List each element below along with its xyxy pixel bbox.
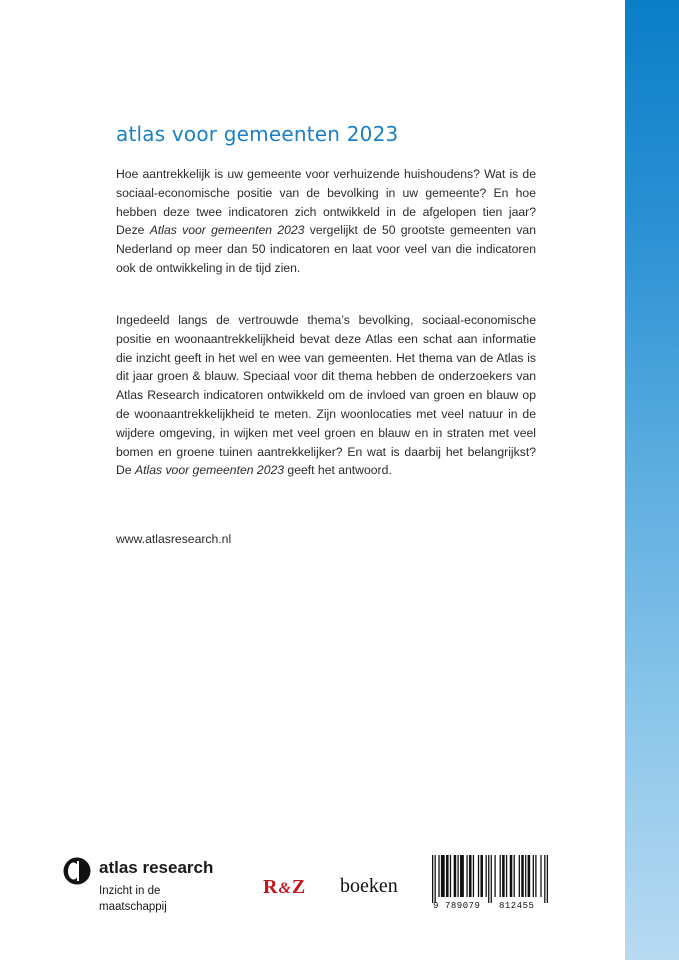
paragraph-text: vergelijkt de 50 grootste gemeenten van Nederland op meer dan 50 indicatoren en laat voor veel van die indicatoren ook de ontwikkeling in de tijd zien. <box>116 223 536 275</box>
barcode-bar <box>544 855 545 903</box>
barcode-bar <box>494 855 495 897</box>
blurb-paragraph-2 <box>116 311 536 480</box>
barcode-bar <box>510 855 513 897</box>
atlas-research-name: atlas research <box>99 858 214 877</box>
rz-letter-z: Z <box>291 876 306 898</box>
barcode-bar <box>435 855 436 903</box>
barcode-bar <box>457 855 458 897</box>
rz-publisher-logo <box>263 876 305 899</box>
paragraph-text: geeft het antwoord. <box>284 463 392 478</box>
book-title: atlas voor gemeenten 2023 <box>116 122 399 146</box>
spine-gradient-band <box>625 0 679 960</box>
barcode-bar <box>446 855 449 897</box>
barcode-bar <box>438 855 439 897</box>
barcode-bar <box>547 855 548 903</box>
isbn-left-digits: 789079 <box>445 901 481 911</box>
barcode-bar <box>540 855 541 897</box>
paragraph-text: Ingedeeld langs de vertrouwde thema’s bevolking, sociaal-economische positie en woonaantrekkelijkheid bevat deze Atlas een schat aan informatie die inzicht geeft in het wel en wee van gemeenten. Het thema van de Atlas is dit jaar groen & blauw. Speciaal voor dit thema hebben de onderzoekers van Atlas Research indicatoren ontwikkeld om de invloed van groen en blauw op de woonaantrekkelijkheid te meten. Zijn woonlocaties met veel natuur in de wijdere omgeving, in wijken met veel groen en blauw en in straten met veel bomen en groene tuinen aantrekkelijker? En wat is daarbij het belangrijkst? De <box>116 313 536 478</box>
barcode-bar <box>519 855 520 897</box>
barcode-bar <box>454 855 457 897</box>
publisher-boeken-label: boeken <box>340 875 398 897</box>
rz-ampersand: & <box>278 880 291 897</box>
rz-letter-r: R <box>263 876 278 898</box>
barcode-bar <box>460 855 464 897</box>
barcode-bar <box>502 855 505 897</box>
italic-book-title: Atlas voor gemeenten 2023 <box>134 463 285 478</box>
barcode-bar <box>500 855 501 897</box>
barcode-bar <box>491 855 492 903</box>
italic-book-title: Atlas voor gemeenten 2023 <box>149 223 305 238</box>
isbn-barcode <box>431 855 549 913</box>
barcode-bar <box>506 855 507 897</box>
barcode-bar <box>488 855 489 903</box>
barcode-bar <box>480 855 483 897</box>
atlas-research-logo-icon <box>63 856 91 886</box>
barcode-bar <box>473 855 474 897</box>
paragraph-text: Hoe aantrekkelijk is uw gemeente voor verhuizende huishoudens? Wat is de sociaal-economische positie van de bevolking in uw gemeente? En hoe hebben deze twee indicatoren zich ontwikkeld in de afgelopen tien jaar? Deze <box>116 167 536 238</box>
blurb-paragraph-1 <box>116 165 536 278</box>
barcode-bar <box>478 855 479 897</box>
barcode-bar <box>486 855 487 897</box>
barcode-bar <box>528 855 531 897</box>
atlas-research-tagline: Inzicht in de maatschappij <box>99 885 167 913</box>
barcode-bar <box>535 855 536 897</box>
isbn-right-digits: 812455 <box>499 901 535 911</box>
barcode-bar <box>450 855 451 897</box>
barcode-bar <box>466 855 467 897</box>
barcode-bar <box>514 855 515 897</box>
barcode-bars <box>431 855 549 903</box>
barcode-bar <box>521 855 524 897</box>
barcode-bar <box>441 855 445 897</box>
barcode-bar <box>525 855 526 897</box>
barcode-bar <box>533 855 534 897</box>
isbn-lead-digit: 9 <box>433 901 439 911</box>
website-link[interactable]: www.atlasresearch.nl <box>116 532 232 546</box>
barcode-bar <box>469 855 472 897</box>
barcode-bar <box>432 855 433 903</box>
